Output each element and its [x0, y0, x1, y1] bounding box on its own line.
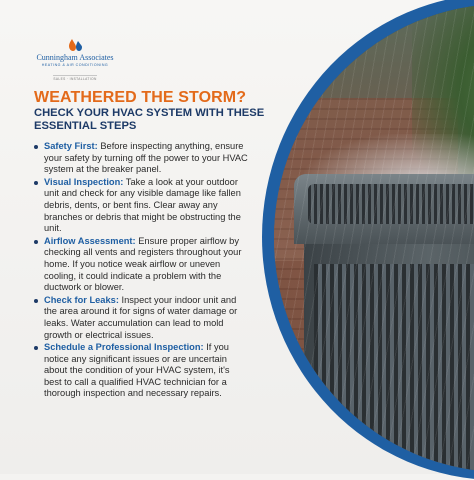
brand-sub: SALES · INSTALLATION [53, 77, 97, 82]
hvac-unit-photo [274, 4, 474, 472]
subheadline: CHECK YOUR HVAC SYSTEM WITH THESE ESSENTIAL STEPS [34, 107, 265, 132]
step-text: If you notice any significant issues or are uncertain about the condition of your HVAC system, it's best to call a qualified HVAC technician for a thorough inspection and necessary repairs. [44, 342, 230, 399]
step-title: Airflow Assessment: [44, 235, 136, 246]
step-text: Inspect your indoor unit and the area around it for signs of water damage or leaks. Water accumulation can lead to mold growth or electrical issues. [44, 294, 238, 340]
list-item [34, 295, 249, 341]
step-title: Schedule a Professional Inspection: [44, 342, 204, 353]
step-text: Take a look at your outdoor unit and check for any visible damage like fallen debris, dents, or bent fins. Clear away any branches or debris that might be obstructing the unit. [44, 176, 241, 234]
list-item [34, 342, 249, 400]
list-item [34, 236, 249, 294]
bullet-icon [34, 145, 38, 149]
step-title: Safety First: [44, 141, 98, 151]
steps-list [34, 141, 249, 401]
step-title: Check for Leaks: [44, 294, 119, 305]
brand-name: Cunningham Associates [36, 53, 114, 62]
bullet-icon [34, 299, 38, 303]
bullet-icon [34, 181, 38, 185]
list-item [34, 141, 249, 176]
brand-logo [30, 38, 120, 85]
step-text: Before inspecting anything, ensure your safety by turning off the power to your HVAC system at the breaker panel. [44, 141, 248, 175]
bullet-icon [34, 346, 38, 350]
brand-tagline: HEATING & AIR CONDITIONING [41, 62, 109, 67]
step-title: Visual Inspection: [44, 176, 124, 187]
step-text: Ensure proper airflow by checking all vents and registers throughout your home. If you notice weak airflow or uneven cooling, it could indicate a problem with the ductwork or blower. [44, 235, 242, 293]
list-item [34, 177, 249, 235]
bullet-icon [34, 240, 38, 244]
headline: WEATHERED THE STORM? [34, 89, 247, 106]
flame-drop-icon [67, 38, 83, 52]
